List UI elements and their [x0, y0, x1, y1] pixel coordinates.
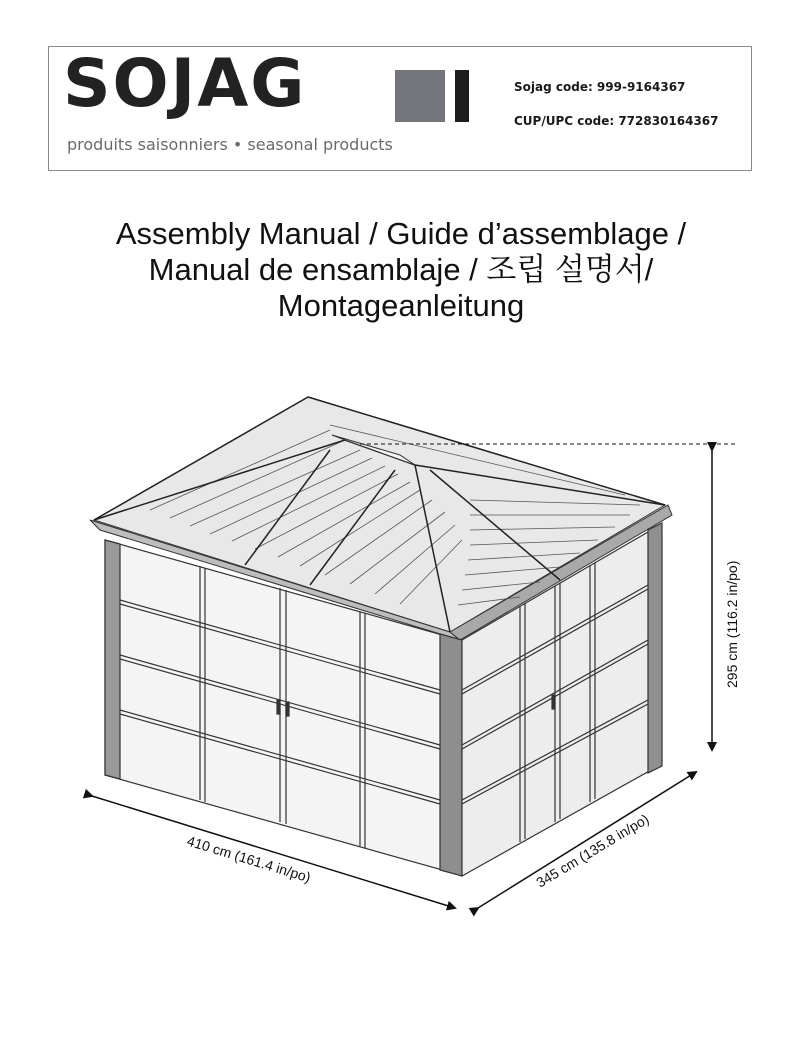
- brand-logo-text: SOJAG: [63, 45, 307, 122]
- logo-bar-icon: [455, 70, 469, 122]
- page-title: [0, 216, 802, 324]
- title-line-1: Assembly Manual / Guide d’assemblage /: [115, 216, 687, 251]
- gazebo-illustration: [80, 388, 760, 928]
- title-line-2: Manual de ensamblaje / 조립 설명서/: [148, 252, 654, 287]
- brand-tagline: produits saisonniers • seasonal products: [67, 135, 393, 154]
- header-box: [48, 46, 752, 171]
- logo-square-icon: [395, 70, 445, 122]
- title-line-3: Montageanleitung: [277, 288, 525, 323]
- depth-label: 345 cm (135.8 in/po): [533, 810, 652, 891]
- height-label: 295 cm (116.2 in/po): [724, 560, 740, 688]
- sojag-code: Sojag code: 999-9164367: [514, 80, 686, 94]
- upc-code: CUP/UPC code: 772830164367: [514, 114, 719, 128]
- width-label: 410 cm (161.4 in/po): [185, 832, 313, 886]
